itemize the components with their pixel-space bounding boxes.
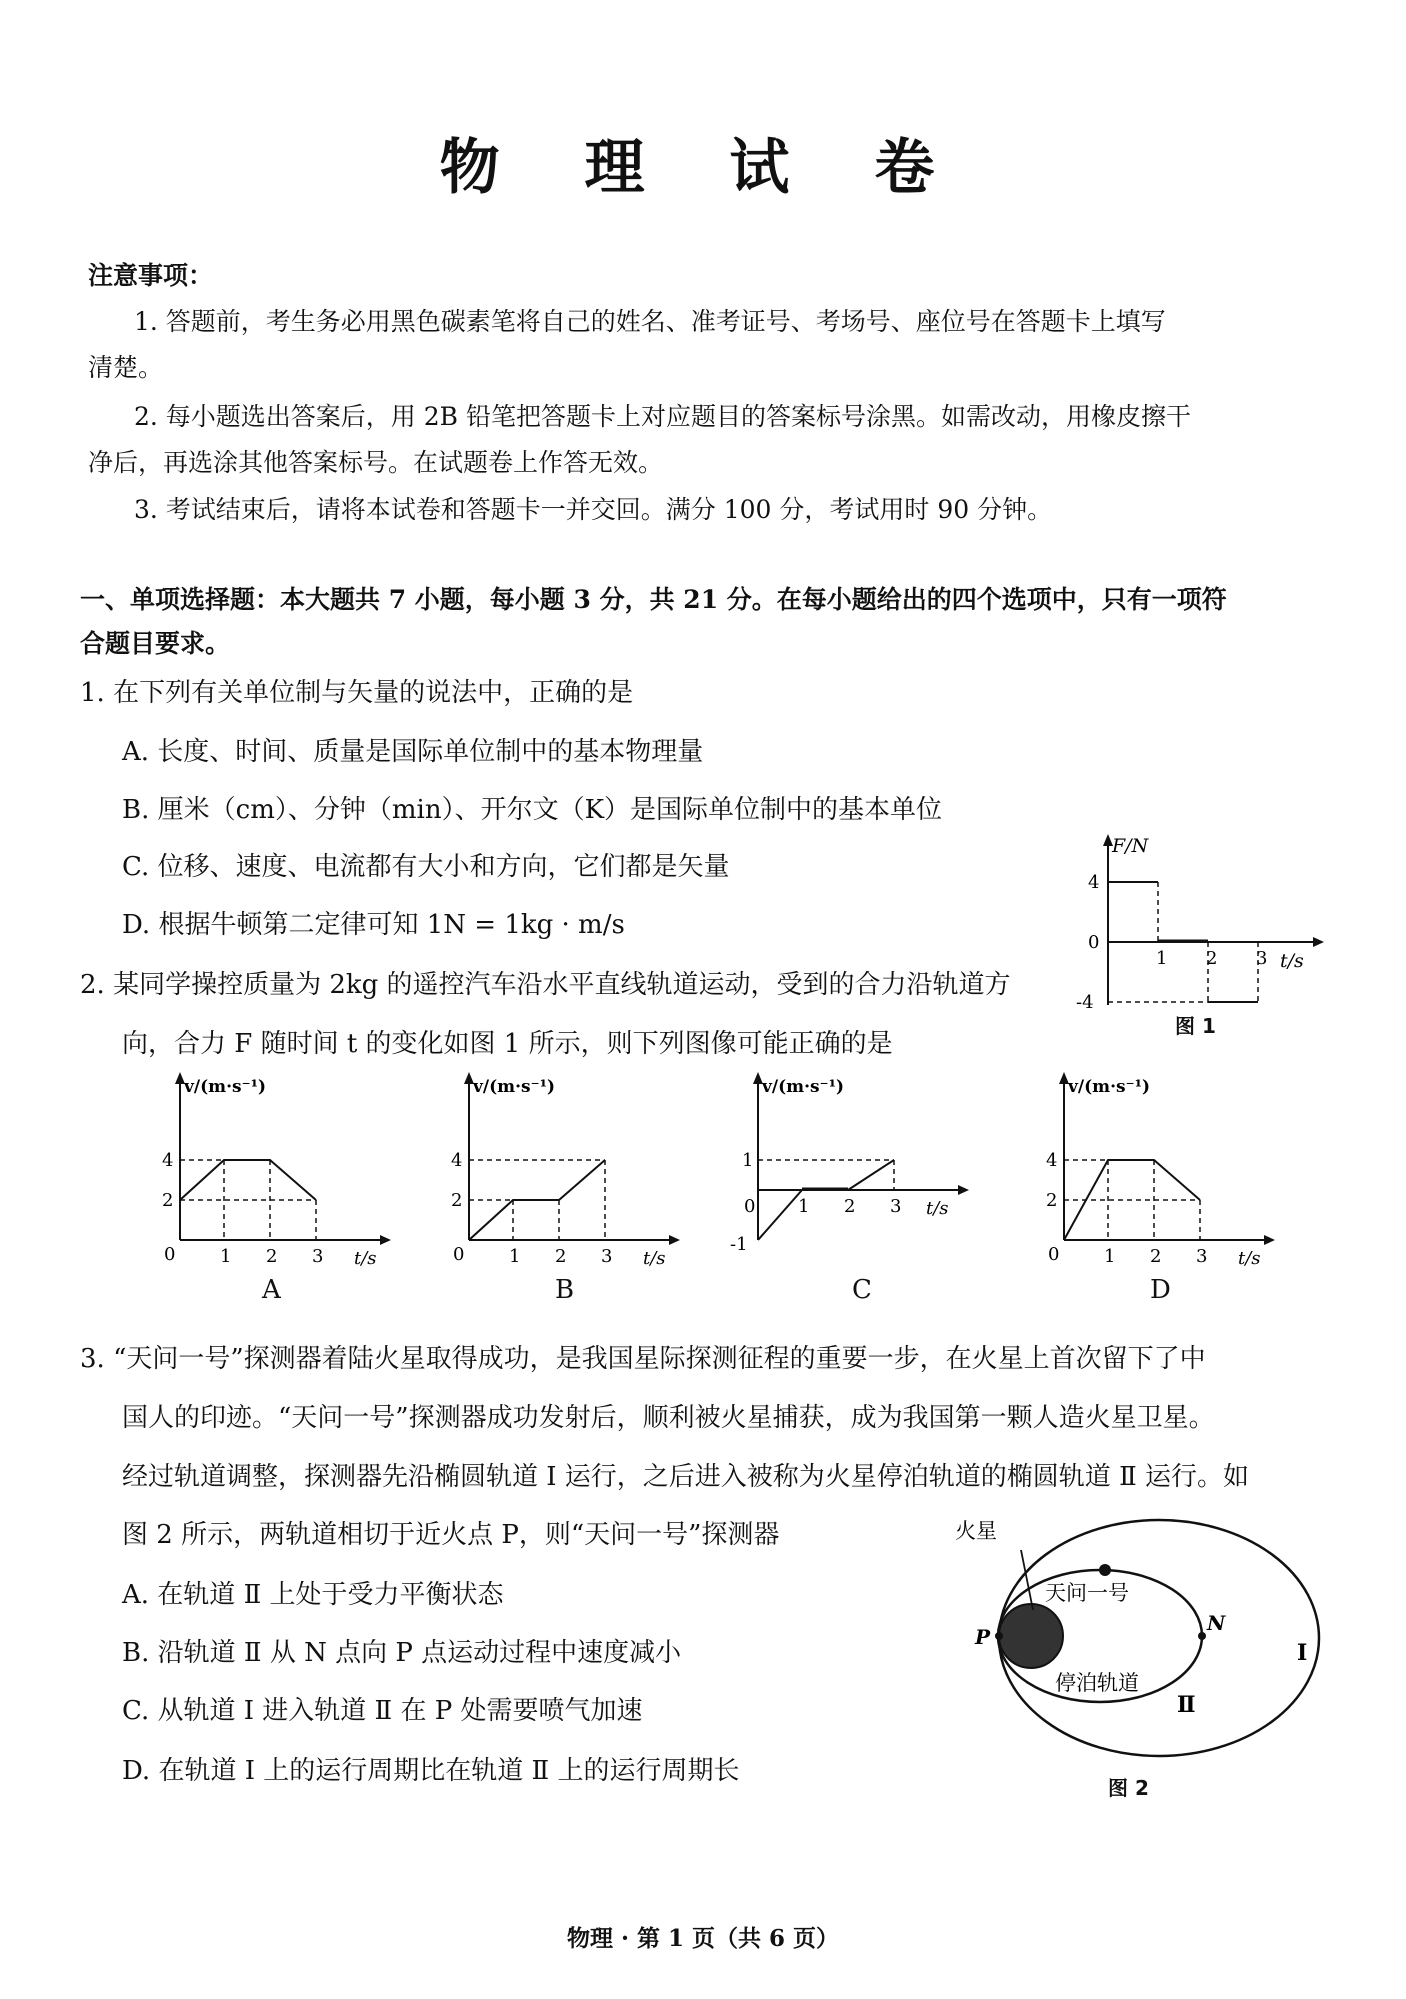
point-p-dot [995, 1632, 1003, 1640]
graph-c-ytick-1: 1 [742, 1150, 754, 1171]
fig1-xlabel: t/s [1280, 950, 1304, 972]
q3-option-a: A. 在轨道 Ⅱ 上处于受力平衡状态 [122, 1580, 504, 1610]
graph-d-ytick-2: 2 [1046, 1190, 1058, 1211]
parking-orbit-label: 停泊轨道 [1055, 1671, 1139, 1695]
graph-c-xtick-1: 1 [798, 1196, 810, 1217]
q3-stem-2: 国人的印迹。“天问一号”探测器成功发射后，顺利被火星捕获，成为我国第一颗人造火星卫星。 [122, 1403, 1215, 1433]
fig1-ytick-0: 0 [1088, 932, 1100, 953]
q3-stem-4: 图 2 所示，两轨道相切于近火点 P，则“天问一号”探测器 [122, 1520, 780, 1550]
mars-label: 火星 [955, 1519, 997, 1543]
q1-option-c: C. 位移、速度、电流都有大小和方向，它们都是矢量 [122, 852, 730, 882]
section-heading-cont: 合题目要求。 [80, 629, 231, 658]
q3-stem: 3. “天问一号”探测器着陆火星取得成功，是我国星际探测征程的重要一步，在火星上首次留下了中 [80, 1344, 1206, 1374]
notice-item-1: 1. 答题前，考生务必用黑色碳素笔将自己的姓名、准考证号、考场号、座位号在答题卡上填写 [134, 307, 1166, 336]
q1-stem: 1. 在下列有关单位制与矢量的说法中，正确的是 [80, 678, 634, 708]
page-title: 物 理 试 卷 [439, 133, 967, 203]
page-footer: 物理 · 第 1 页（共 6 页） [566, 1925, 840, 1952]
q3-stem-3: 经过轨道调整，探测器先沿椭圆轨道 Ⅰ 运行，之后进入被称为火星停泊轨道的椭圆轨道 Ⅱ 运行。如 [122, 1462, 1250, 1492]
point-p-label: P [975, 1625, 991, 1649]
fig1-xtick-1: 1 [1156, 948, 1168, 969]
orbit-i-label: Ⅰ [1297, 1640, 1308, 1666]
graph-c-ytick-neg1: -1 [730, 1234, 748, 1255]
graph-b-xtick-1: 1 [509, 1246, 521, 1267]
graph-d-ytick-4: 4 [1046, 1150, 1058, 1171]
graph-d-label: D [1150, 1275, 1171, 1305]
graph-a-ylabel: v/(m·s⁻¹) [184, 1077, 267, 1097]
orbit-ii-label: Ⅱ [1177, 1692, 1196, 1718]
q3-option-b: B. 沿轨道 Ⅱ 从 N 点向 P 点运动过程中速度减小 [122, 1638, 682, 1668]
notice-item-3: 3. 考试结束后，请将本试卷和答题卡一并交回。满分 100 分，考试用时 90 分钟。 [134, 495, 1053, 524]
graph-a-xtick-1: 1 [220, 1246, 232, 1267]
graph-d-xlabel: t/s [1238, 1248, 1261, 1268]
figure-2-caption: 图 2 [1108, 1776, 1149, 1800]
figure-1-caption: 图 1 [1175, 1014, 1216, 1038]
graph-a-xtick-2: 2 [266, 1246, 278, 1267]
graph-a-xtick-3: 3 [312, 1246, 324, 1267]
q2-stem-cont: 向，合力 F 随时间 t 的变化如图 1 所示，则下列图像可能正确的是 [122, 1029, 893, 1059]
graph-c [726, 1068, 976, 1268]
graph-a-ytick-2: 2 [162, 1190, 174, 1211]
notice-item-2: 2. 每小题选出答案后，用 2B 铅笔把答题卡上对应题目的答案标号涂黑。如需改动，用橡皮擦干 [134, 402, 1191, 431]
point-n-label: N [1207, 1611, 1226, 1635]
q1-option-b: B. 厘米（cm）、分钟（min）、开尔文（K）是国际单位制中的基本单位 [122, 795, 942, 825]
q2-stem: 2. 某同学操控质量为 2kg 的遥控汽车沿水平直线轨道运动，受到的合力沿轨道方 [80, 970, 1011, 1000]
graph-a-xlabel: t/s [354, 1248, 377, 1268]
fig1-t-axis-arrow [1313, 937, 1324, 947]
graph-b-xlabel: t/s [643, 1248, 666, 1268]
graph-b-label: B [555, 1275, 575, 1305]
graph-b-xtick-3: 3 [601, 1246, 613, 1267]
graph-d-xtick-2: 2 [1150, 1246, 1162, 1267]
graph-b-xtick-2: 2 [555, 1246, 567, 1267]
notice-item-1-cont: 清楚。 [88, 353, 164, 382]
graph-c-xtick-0: 0 [744, 1196, 756, 1217]
graph-a-series [180, 1160, 316, 1200]
q1-option-a: A. 长度、时间、质量是国际单位制中的基本物理量 [122, 737, 704, 767]
fig1-ytick-4: 4 [1088, 872, 1100, 893]
fig1-ytick-neg4: -4 [1076, 992, 1094, 1013]
q3-option-d: D. 在轨道 Ⅰ 上的运行周期比在轨道 Ⅱ 上的运行周期长 [122, 1756, 740, 1786]
graph-a-label: A [262, 1275, 281, 1305]
mars-leader-line [1021, 1550, 1033, 1610]
graph-a-ytick-4: 4 [162, 1150, 174, 1171]
figure-2-orbits [925, 1500, 1345, 1810]
section-heading: 一、单项选择题：本大题共 7 小题，每小题 3 分，共 21 分。在每小题给出的四个选项中，只有一项符 [80, 585, 1227, 614]
graph-c-xlabel: t/s [926, 1198, 949, 1219]
fig1-xtick-3: 3 [1256, 948, 1268, 969]
graph-b [437, 1068, 687, 1268]
graph-c-series-3 [848, 1160, 894, 1190]
q3-option-c: C. 从轨道 Ⅰ 进入轨道 Ⅱ 在 P 处需要喷气加速 [122, 1696, 643, 1726]
graph-d [1032, 1068, 1282, 1268]
graph-b-ytick-4: 4 [451, 1150, 463, 1171]
graph-b-ylabel: v/(m·s⁻¹) [473, 1077, 556, 1097]
graph-d-xtick-1: 1 [1104, 1246, 1116, 1267]
graph-d-ylabel: v/(m·s⁻¹) [1068, 1077, 1151, 1097]
graph-b-xtick-0: 0 [453, 1244, 465, 1265]
graph-a [148, 1068, 398, 1268]
graph-c-label: C [852, 1275, 872, 1305]
probe-label: 天问一号 [1045, 1581, 1129, 1605]
point-n-dot [1198, 1632, 1206, 1640]
graph-a-xtick-0: 0 [164, 1244, 176, 1265]
graph-c-ylabel: v/(m·s⁻¹) [762, 1077, 845, 1097]
figure-1-f-t-graph [1068, 830, 1328, 1030]
probe-dot [1099, 1564, 1111, 1576]
fig1-xtick-2: 2 [1206, 948, 1218, 969]
fig1-ylabel: F/N [1112, 835, 1149, 857]
graph-b-ytick-2: 2 [451, 1190, 463, 1211]
mars-planet [999, 1604, 1063, 1668]
graph-c-xtick-3: 3 [890, 1196, 902, 1217]
q1-option-d: D. 根据牛顿第二定律可知 1N = 1kg · m/s [122, 910, 625, 940]
notice-item-2-cont: 净后，再选涂其他答案标号。在试题卷上作答无效。 [88, 448, 664, 477]
notice-heading: 注意事项： [88, 261, 214, 290]
graph-c-series-1 [758, 1190, 802, 1240]
graph-d-xtick-0: 0 [1048, 1244, 1060, 1265]
graph-c-xtick-2: 2 [844, 1196, 856, 1217]
graph-d-xtick-3: 3 [1196, 1246, 1208, 1267]
